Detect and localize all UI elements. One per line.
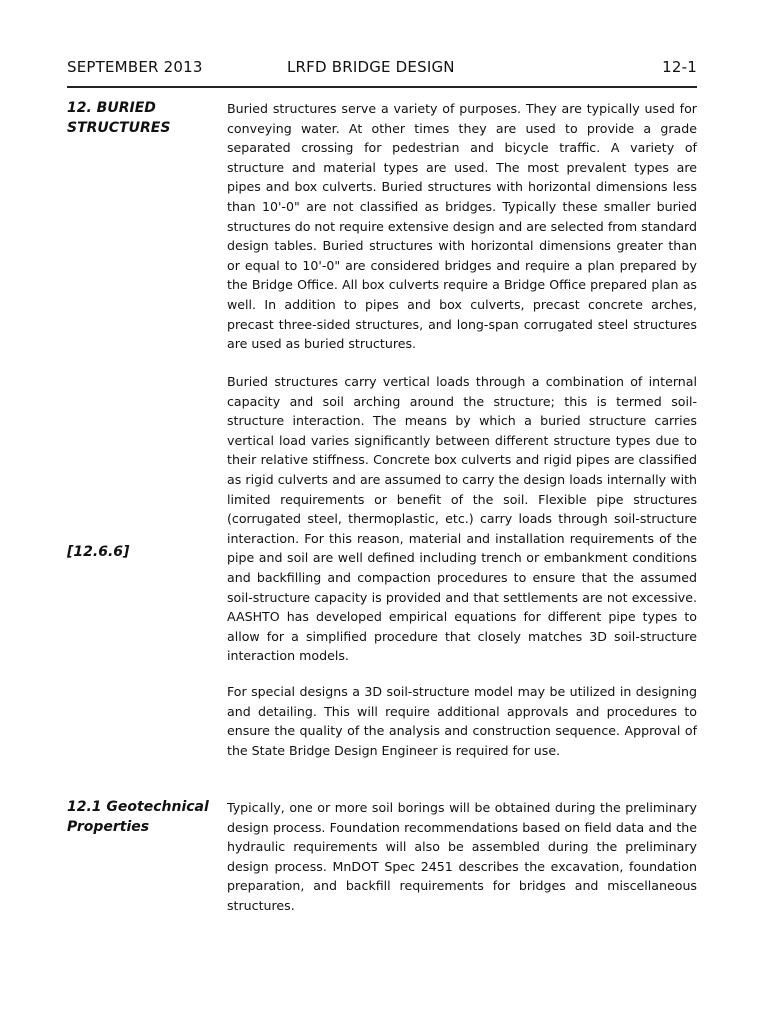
page-header [67, 58, 697, 82]
paragraph-geotechnical: Typically, one or more soil borings will be obtained during the preliminary design process. Foundation recommendations based on field data and the hydraulic requirements will also be assembled during the preliminary design process. MnDOT Spec 2451 describes the excavation, foundation preparation, and backfill requirements for bridges and miscellaneous structures. [227, 800, 697, 913]
paragraph-loads: Buried structures carry vertical loads through a combination of internal capacity and soil arching around the structure; this is termed soil-structure interaction. The means by which a buried structure carries vertical load varies significantly between different structure types due to their relative stiffness. Concrete box culverts and rigid pipes are classified as rigid culverts and are assumed to carry the design loads internally with limited requirements or benefit of the soil. Flexible pipe structures (corrugated steel, thermoplastic, etc.) carry loads through soil-structure interaction. For this reason, material and installation requirements of the pipe and soil are well defined including trench or embankment conditions and backfilling and compaction procedures to ensure that the assumed soil-structure capacity is provided and that settlements are not excessive. AASHTO has developed empirical equations for different pipe types to allow for a simplified procedure that closely matches 3D soil-structure interaction models. [227, 374, 697, 664]
paragraph-special-designs: For special designs a 3D soil-structure model may be utilized in designing and detailing. This will require additional approvals and procedures to ensure the quality of the analysis and construction sequence. Approval of the State Bridge Design Engineer is required for use. [227, 684, 697, 758]
subsection-title: 12.1 Geotechnical Properties [67, 799, 209, 835]
header-rule [67, 86, 697, 88]
header-title: LRFD BRIDGE DESIGN [287, 58, 455, 76]
section-title: 12. BURIED STRUCTURES [67, 100, 171, 136]
paragraph-intro: Buried structures serve a variety of purposes. They are typically used for conveying water. At other times they are used to provide a grade separated crossing for pedestrian and bicycle traffic. A variety of structure and material types are used. The most prevalent types are pipes and box culverts. Buried structures with horizontal dimensions less than 10'-0" are not classified as bridges. Typically these smaller buried structures do not require extensive design and are selected from standard design tables. Buried structures with horizontal dimensions greater than or equal to 10'-0" are considered bridges and require a plan prepared by the Bridge Office. All box culverts require a Bridge Office prepared plan as well. In addition to pipes and box culverts, precast concrete arches, precast three-sided structures, and long-span corrugated steel structures are used as buried structures. [227, 101, 697, 352]
header-date: SEPTEMBER 2013 [67, 58, 203, 76]
section-reference: [12.6.6] [67, 544, 130, 560]
header-page-number: 12-1 [662, 58, 697, 76]
